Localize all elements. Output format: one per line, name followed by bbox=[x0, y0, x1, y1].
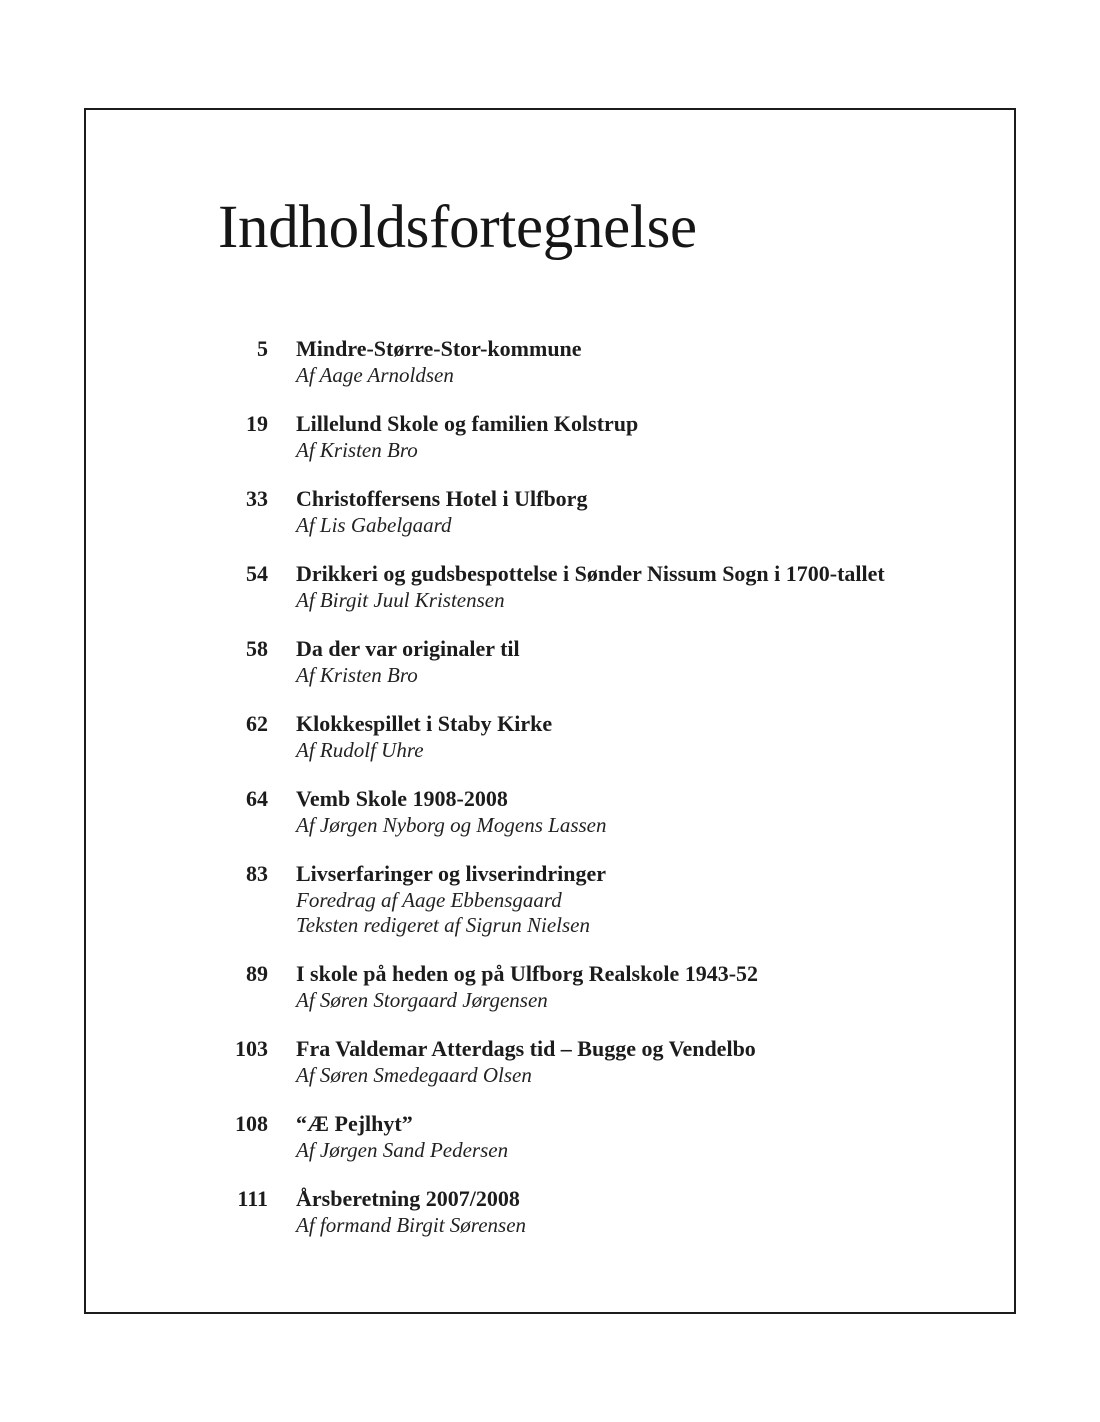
toc-entry-author: Teksten redigeret af Sigrun Nielsen bbox=[296, 913, 590, 937]
toc-page-number: 83 bbox=[246, 861, 268, 886]
toc-entry-text bbox=[296, 635, 986, 688]
toc-entry-text bbox=[296, 560, 986, 613]
toc-page-number: 64 bbox=[246, 786, 268, 811]
toc-entry bbox=[200, 560, 980, 630]
toc-entry-title: Christoffersens Hotel i Ulfborg bbox=[296, 486, 588, 511]
toc-page-number: 5 bbox=[257, 336, 268, 361]
toc-entry bbox=[200, 635, 980, 705]
toc-page-number: 58 bbox=[246, 636, 268, 661]
toc-entry-text bbox=[296, 960, 986, 1013]
toc-entry-text bbox=[296, 1035, 986, 1088]
toc-entry-text bbox=[296, 335, 986, 388]
toc-entry-text bbox=[296, 710, 986, 763]
toc-entry-title: Drikkeri og gudsbespottelse i Sønder Nissum Sogn i 1700-tallet bbox=[296, 561, 885, 586]
toc-entry-author: Af Rudolf Uhre bbox=[296, 738, 424, 762]
toc-entry bbox=[200, 485, 980, 555]
toc-entry-title: Lillelund Skole og familien Kolstrup bbox=[296, 411, 639, 436]
toc-entry-title: “Æ Pejlhyt” bbox=[296, 1111, 413, 1136]
toc-entry-text bbox=[296, 1185, 986, 1238]
toc-entry bbox=[200, 1110, 980, 1180]
toc-entry-author: Af Jørgen Sand Pedersen bbox=[296, 1138, 509, 1162]
toc-entry-author: Af Jørgen Nyborg og Mogens Lassen bbox=[296, 813, 607, 837]
toc-page-number: 33 bbox=[246, 486, 268, 511]
toc-entry-title: Fra Valdemar Atterdags tid – Bugge og Vendelbo bbox=[296, 1036, 756, 1061]
toc-entry bbox=[200, 785, 980, 855]
toc-page-number: 108 bbox=[235, 1111, 268, 1136]
toc-entry-text bbox=[296, 860, 986, 938]
toc-entry-author: Af Kristen Bro bbox=[296, 663, 418, 687]
toc-entry-text bbox=[296, 785, 986, 838]
toc-entry bbox=[200, 710, 980, 780]
toc-entry-title: Klokkespillet i Staby Kirke bbox=[296, 711, 553, 736]
toc-entry bbox=[200, 1185, 980, 1255]
toc-page-number: 103 bbox=[235, 1036, 268, 1061]
toc-entry bbox=[200, 860, 980, 937]
toc-page-number: 54 bbox=[246, 561, 268, 586]
toc-entry-author: Af Søren Smedegaard Olsen bbox=[296, 1063, 532, 1087]
toc-entry-text bbox=[296, 485, 986, 538]
toc-entry-author: Af Lis Gabelgaard bbox=[296, 513, 452, 537]
toc-entry-author: Af Birgit Juul Kristensen bbox=[296, 588, 505, 612]
toc-entry bbox=[200, 335, 980, 405]
toc-entry-title: Livserfaringer og livserindringer bbox=[296, 861, 606, 886]
toc-entry-title: Mindre-Større-Stor-kommune bbox=[296, 336, 582, 361]
toc-page-number: 89 bbox=[246, 961, 268, 986]
toc-entry-title: Årsberetning 2007/2008 bbox=[296, 1186, 520, 1211]
toc-entry-author: Foredrag af Aage Ebbensgaard bbox=[296, 888, 562, 912]
toc-page-number: 111 bbox=[237, 1186, 268, 1211]
page-title: Indholdsfortegnelse bbox=[218, 194, 697, 261]
toc-entry-author: Af Aage Arnoldsen bbox=[296, 363, 454, 387]
toc-entry bbox=[200, 960, 980, 1030]
toc-entry-author: Af Kristen Bro bbox=[296, 438, 418, 462]
toc-entry-text bbox=[296, 1110, 986, 1163]
toc-entry-title: Da der var originaler til bbox=[296, 636, 520, 661]
toc-page-number: 62 bbox=[246, 711, 268, 736]
toc-page-number: 19 bbox=[246, 411, 268, 436]
toc-entry-title: I skole på heden og på Ulfborg Realskole 1943-52 bbox=[296, 961, 759, 986]
toc-entry bbox=[200, 410, 980, 480]
toc-entry-author: Af Søren Storgaard Jørgensen bbox=[296, 988, 548, 1012]
toc-entry-title: Vemb Skole 1908-2008 bbox=[296, 786, 508, 811]
toc-entry-text bbox=[296, 410, 986, 463]
toc-entry bbox=[200, 1035, 980, 1105]
toc-entry-author: Af formand Birgit Sørensen bbox=[296, 1213, 527, 1237]
